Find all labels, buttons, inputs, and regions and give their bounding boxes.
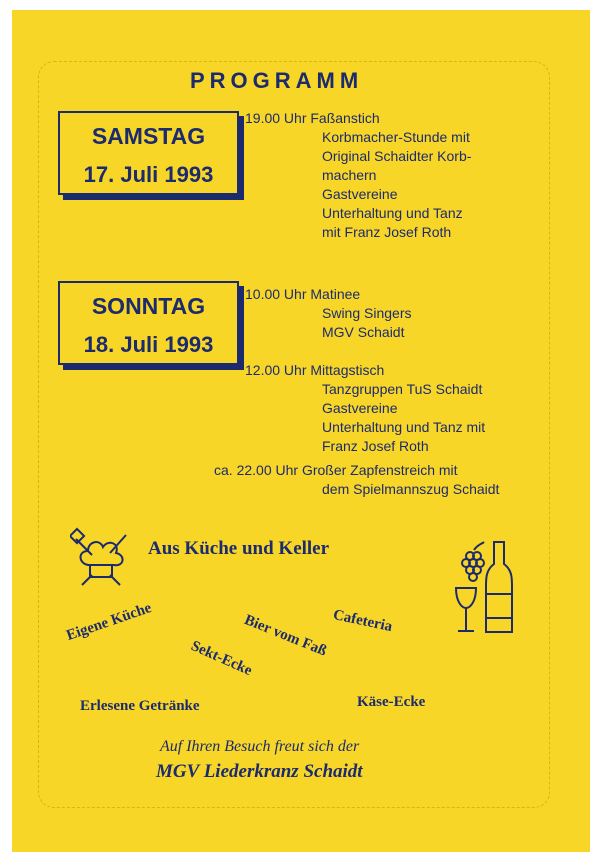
sunday-date-box [58, 281, 239, 365]
sunday-slot1-time-label: 10.00 Uhr [245, 286, 307, 302]
saturday-item-1: Korbmacher-Stunde mit [322, 129, 470, 145]
sunday-slot1-item-1: Swing Singers [322, 305, 412, 321]
sunday-slot2-item-4: Franz Josef Roth [322, 438, 429, 454]
sunday-slot1-items [322, 304, 412, 342]
saturday-day: SAMSTAG [91, 123, 206, 149]
kaese-label: Käse-Ecke [357, 694, 426, 710]
sekt-label: Sekt-Ecke [188, 638, 255, 680]
sunday-slot3-item-1: dem Spielmannszug Schaidt [322, 481, 500, 497]
saturday-item-6: mit Franz Josef Roth [322, 224, 452, 240]
sunday-slot2-items [322, 380, 485, 456]
chef-hat-icon [70, 525, 132, 587]
sunday-slot3-items [322, 480, 499, 499]
eigene-kueche-label: Eigene Küche [64, 600, 154, 645]
saturday-item-2: Original Schaidter Korb- [322, 148, 472, 164]
sunday-day: SONNTAG [91, 293, 206, 319]
saturday-item-4: Gastvereine [322, 186, 398, 202]
saturday-item-0: Faßanstich [310, 110, 380, 126]
saturday-date-box [58, 111, 239, 195]
sunday-slot1-item-0: Matinee [310, 286, 361, 302]
bier-label: Bier vom Faß [242, 612, 329, 660]
footer-line2: MGV Liederkranz Schaidt [156, 761, 363, 782]
saturday-date: 17. Juli 1993 [83, 162, 214, 187]
sunday-slot2-item-0: Mittagstisch [310, 362, 385, 378]
sunday-slot2-time-label: 12.00 Uhr [245, 362, 307, 378]
getraenke-label: Erlesene Getränke [80, 698, 200, 714]
saturday-time-label: 19.00 Uhr [245, 110, 307, 126]
sunday-slot3-item-0: Großer Zapfenstreich mit [301, 462, 458, 478]
food-heading: Aus Küche und Keller [148, 538, 330, 559]
sunday-slot2-item-2: Gastvereine [322, 400, 398, 416]
footer-line1: Auf Ihren Besuch freut sich der [160, 738, 360, 755]
sunday-slot2-time [245, 361, 384, 380]
sunday-slot2-item-3: Unterhaltung und Tanz mit [322, 419, 486, 435]
sunday-slot3-time [214, 461, 458, 480]
sunday-slot1-item-2: MGV Schaidt [322, 324, 405, 340]
cafeteria-label: Cafeteria [331, 607, 394, 636]
saturday-item-5: Unterhaltung und Tanz [322, 205, 463, 221]
wine-bottle-icon [450, 538, 522, 638]
sunday-slot3-time-label: ca. 22.00 Uhr [214, 462, 299, 478]
saturday-items [322, 128, 471, 242]
program-title: PROGRAMM [190, 68, 364, 93]
sunday-date: 18. Juli 1993 [83, 332, 214, 357]
saturday-item-3: machern [322, 167, 377, 183]
sunday-slot1-time [245, 285, 360, 304]
saturday-time [245, 109, 380, 128]
sunday-slot2-item-1: Tanzgruppen TuS Schaidt [322, 381, 483, 397]
